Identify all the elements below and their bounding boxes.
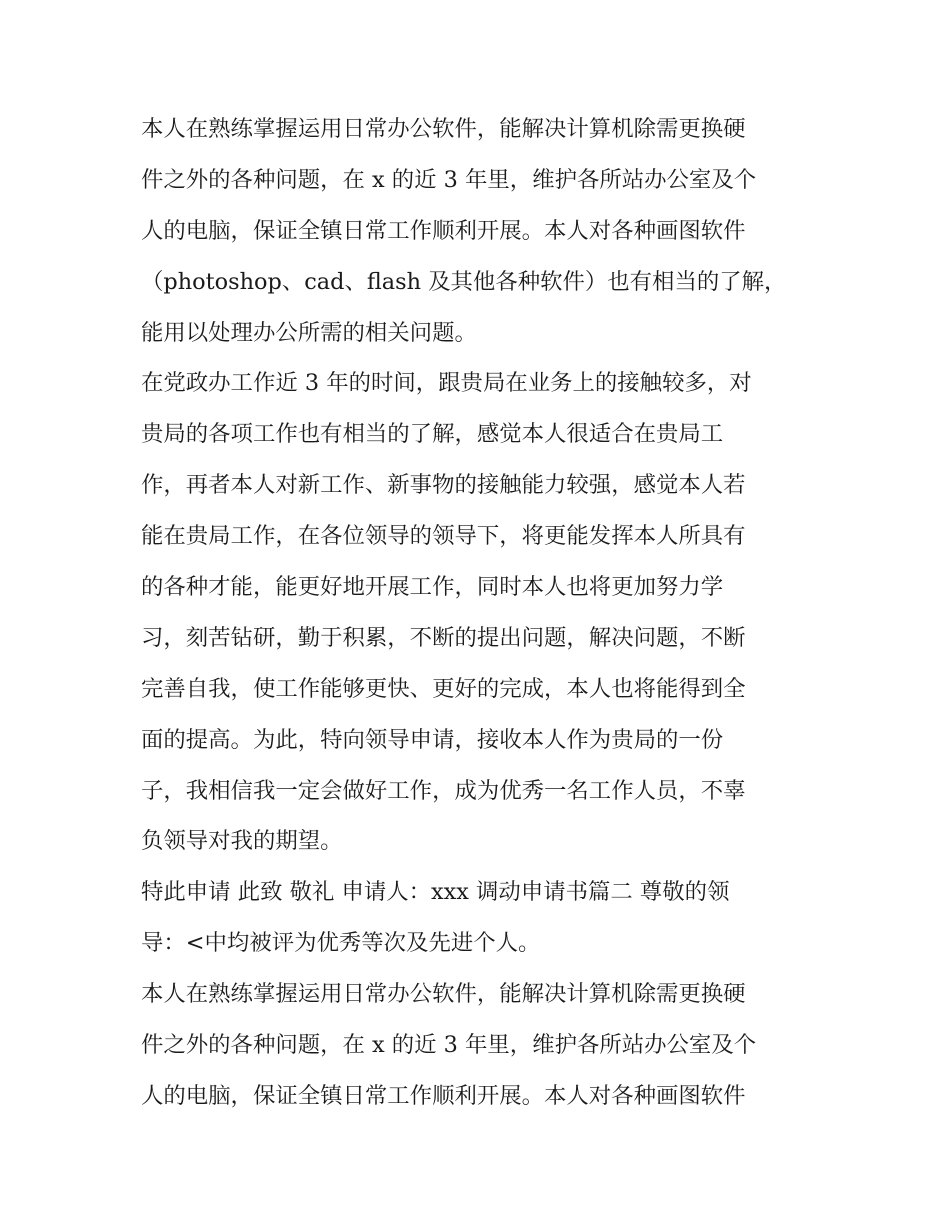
paragraph-2 [141,358,813,867]
text-line: 件之外的各种问题，在 x 的近 3 年里，维护各所站办公室及个 [141,1032,757,1059]
text-line: 能用以处理办公所需的相关问题。 [141,319,477,346]
text-line: 完善自我，使工作能够更快、更好的完成，本人也将能得到全 [141,675,746,702]
text-line: 贵局的各项工作也有相当的了解，感觉本人很适合在贵局工 [141,421,724,448]
text-line: 在党政办工作近 3 年的时间，跟贵局在业务上的接触较多，对 [141,370,752,397]
text-line: 负领导对我的期望。 [141,828,343,855]
text-line: 本人在熟练掌握运用日常办公软件，能解决计算机除需更换硬 [141,981,746,1008]
text-line: 导：<中均被评为优秀等次及先进个人。 [141,930,541,957]
text-line: 面的提高。为此，特向领导申请，接收本人作为贵局的一份 [141,726,724,753]
paragraph-1 [141,104,813,358]
text-line: 子，我相信我一定会做好工作，成为优秀一名工作人员，不辜 [141,777,746,804]
text-line: 本人在熟练掌握运用日常办公软件，能解决计算机除需更换硬 [141,116,746,142]
text-line: 作，再者本人对新工作、新事物的接触能力较强，感觉本人若 [141,472,746,499]
paragraph-3 [141,867,813,969]
text-line: 的各种才能，能更好地开展工作，同时本人也将更加努力学 [141,574,724,601]
text-line: 人的电脑，保证全镇日常工作顺利开展。本人对各种画图软件 [141,1082,746,1109]
text-line: 件之外的各种问题，在 x 的近 3 年里，维护各所站办公室及个 [141,166,757,193]
text-line: 习，刻苦钻研，勤于积累，不断的提出问题，解决问题，不断 [141,624,746,651]
text-line: 能在贵局工作，在各位领导的领导下，将更能发挥本人所具有 [141,523,746,550]
text-line: 特此申请 此致 敬礼 申请人：xxx 调动申请书篇二 尊敬的领 [141,879,730,906]
text-line: （photoshop、cad、flash 及其他各种软件）也有相当的了解， [141,268,787,295]
paragraph-4 [141,969,813,1122]
document-body [141,104,813,1122]
text-line: 人的电脑，保证全镇日常工作顺利开展。本人对各种画图软件 [141,217,746,244]
